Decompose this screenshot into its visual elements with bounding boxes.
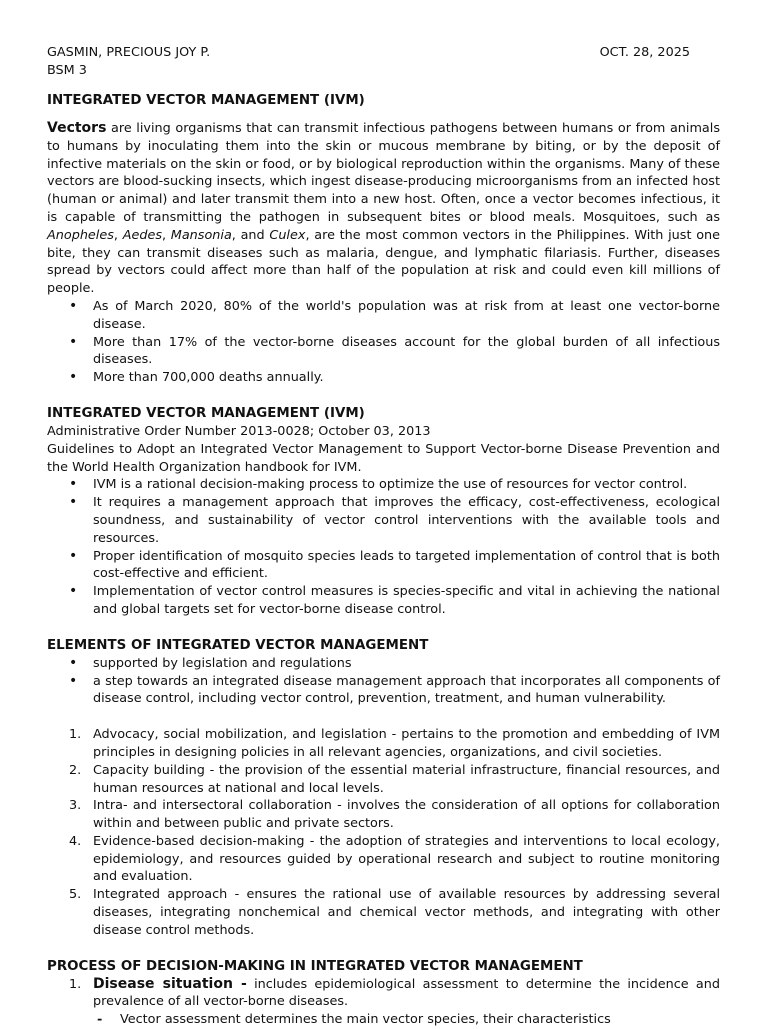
list-item — [47, 1011, 720, 1029]
genus-culex: Culex — [269, 227, 306, 243]
item-number: 3. — [69, 798, 82, 814]
separator: , — [162, 227, 171, 243]
document-body — [47, 92, 720, 1029]
vectors-paragraph — [47, 120, 720, 298]
paragraph-text: , are the most common vectors in the Philippines. With just one bite, they can transmit diseases such as malaria, dengue, and lymphatic filariasis. Further, diseases spread by vectors could affect more than half of the population at risk and could even kill millions of people. — [47, 227, 721, 297]
list-item — [47, 886, 720, 939]
item-text: Vector assessment determines the main vector species, their characteristics — [120, 1012, 611, 1028]
section-title-elements: ELEMENTS OF INTEGRATED VECTOR MANAGEMENT — [47, 637, 429, 653]
item-text: includes epidemiological assessment to determine the incidence and prevalence of all vector-borne diseases. — [93, 976, 720, 1010]
item-text: Integrated approach - ensures the rational use of available resources by addressing several diseases, integrating nonchemical and chemical vector methods, and integrating with other disease control methods. — [93, 887, 720, 938]
item-number: 4. — [69, 833, 82, 849]
administrative-order: Administrative Order Number 2013-0028; October 03, 2013 — [47, 423, 431, 439]
list-item — [47, 726, 720, 762]
document-header — [47, 44, 690, 80]
list-item: • More than 17% of the vector-borne diseases account for the global burden of all infectious diseases. — [47, 334, 720, 370]
list-item — [47, 833, 720, 886]
list-item: • Implementation of vector control measures is species-specific and vital in achieving the national and global targets set for vector-borne disease control. — [47, 583, 720, 619]
ivm-list — [47, 476, 720, 618]
genus-aedes: Aedes — [122, 227, 162, 243]
disease-situation-lead: Disease situation - — [93, 975, 247, 992]
separator: , — [113, 227, 123, 243]
list-item — [47, 976, 720, 1012]
separator: , and — [231, 227, 270, 243]
genus-anopheles: Anopheles — [47, 227, 114, 243]
genus-mansonia: Mansonia — [170, 227, 232, 243]
section-title-process: PROCESS OF DECISION-MAKING IN INTEGRATED VECTOR MANAGEMENT — [47, 958, 583, 974]
item-text: Capacity building - the provision of the essential material infrastructure, financial resources, and human resources at national and local levels. — [93, 762, 720, 796]
item-number: 5. — [69, 887, 82, 903]
item-number: 1. — [69, 976, 82, 992]
item-text: Intra- and intersectoral collaboration - involves the consideration of all options for collaboration within and between public and private sectors. — [93, 798, 720, 832]
item-number: 1. — [69, 727, 82, 743]
list-item: • supported by legislation and regulations — [47, 655, 720, 673]
section-title-ivm-2: INTEGRATED VECTOR MANAGEMENT (IVM) — [47, 405, 365, 421]
course-label: BSM 3 — [47, 62, 87, 78]
list-item: • a step towards an integrated disease management approach that incorporates all components of disease control, including vector control, prevention, treatment, and human vulnerability. — [47, 673, 720, 709]
item-text: Evidence-based decision-making - the adoption of strategies and interventions to local ecology, epidemiology, and resources guided by operational research and subject to routine monitoring and evaluation. — [93, 833, 720, 885]
document-date: OCT. 28, 2025 — [599, 45, 690, 60]
guidelines-paragraph: Guidelines to Adopt an Integrated Vector Management to Support Vector-borne Disease Prevention and the World Health Organization handbook for IVM. — [47, 441, 720, 475]
list-item: • It requires a management approach that improves the efficacy, cost-effectiveness, ecological soundness, and sustainability of vector control interventions with the available tools and resources. — [47, 494, 720, 547]
list-item: • As of March 2020, 80% of the world's population was at risk from at least one vector-borne disease. — [47, 298, 720, 334]
list-item: • Proper identification of mosquito species leads to targeted implementation of control that is both cost-effective and efficient. — [47, 548, 720, 584]
list-item: • IVM is a rational decision-making process to optimize the use of resources for vector control. — [47, 476, 720, 494]
elements-numbered-list — [47, 726, 720, 940]
item-text: Advocacy, social mobilization, and legislation - pertains to the promotion and embedding of IVM principles in designing policies in all relevant agencies, organizations, and civil societies. — [93, 727, 720, 760]
elements-bullet-list — [47, 655, 720, 708]
author-name: GASMIN, PRECIOUS JOY P. — [47, 45, 211, 60]
list-item: • More than 700,000 deaths annually. — [47, 369, 720, 387]
statistics-list — [47, 298, 720, 387]
list-item — [47, 797, 720, 833]
process-sub-list — [47, 1011, 720, 1029]
list-item — [47, 762, 720, 798]
paragraph-text: are living organisms that can transmit infectious pathogens between humans or from animals to humans by inoculating them into the skin or mucous membrane by biting, or by the deposit of infective materials on the skin or food, or by biological reproduction within the organisms. Many of these vectors are blood-sucking insects, which ingest disease-producing microorganisms from an infected host (human or animal) and later transmit them into a new host. Often, once a vector becomes infectious, it is capable of transmitting the pathogen in subsequent bites or blood meals. Mosquitoes, such as — [47, 121, 720, 225]
dash-marker: - — [97, 1012, 103, 1028]
process-list — [47, 976, 720, 1012]
vectors-lead: Vectors — [47, 120, 107, 136]
item-number: 2. — [69, 762, 82, 778]
section-title-ivm: INTEGRATED VECTOR MANAGEMENT (IVM) — [47, 93, 365, 108]
